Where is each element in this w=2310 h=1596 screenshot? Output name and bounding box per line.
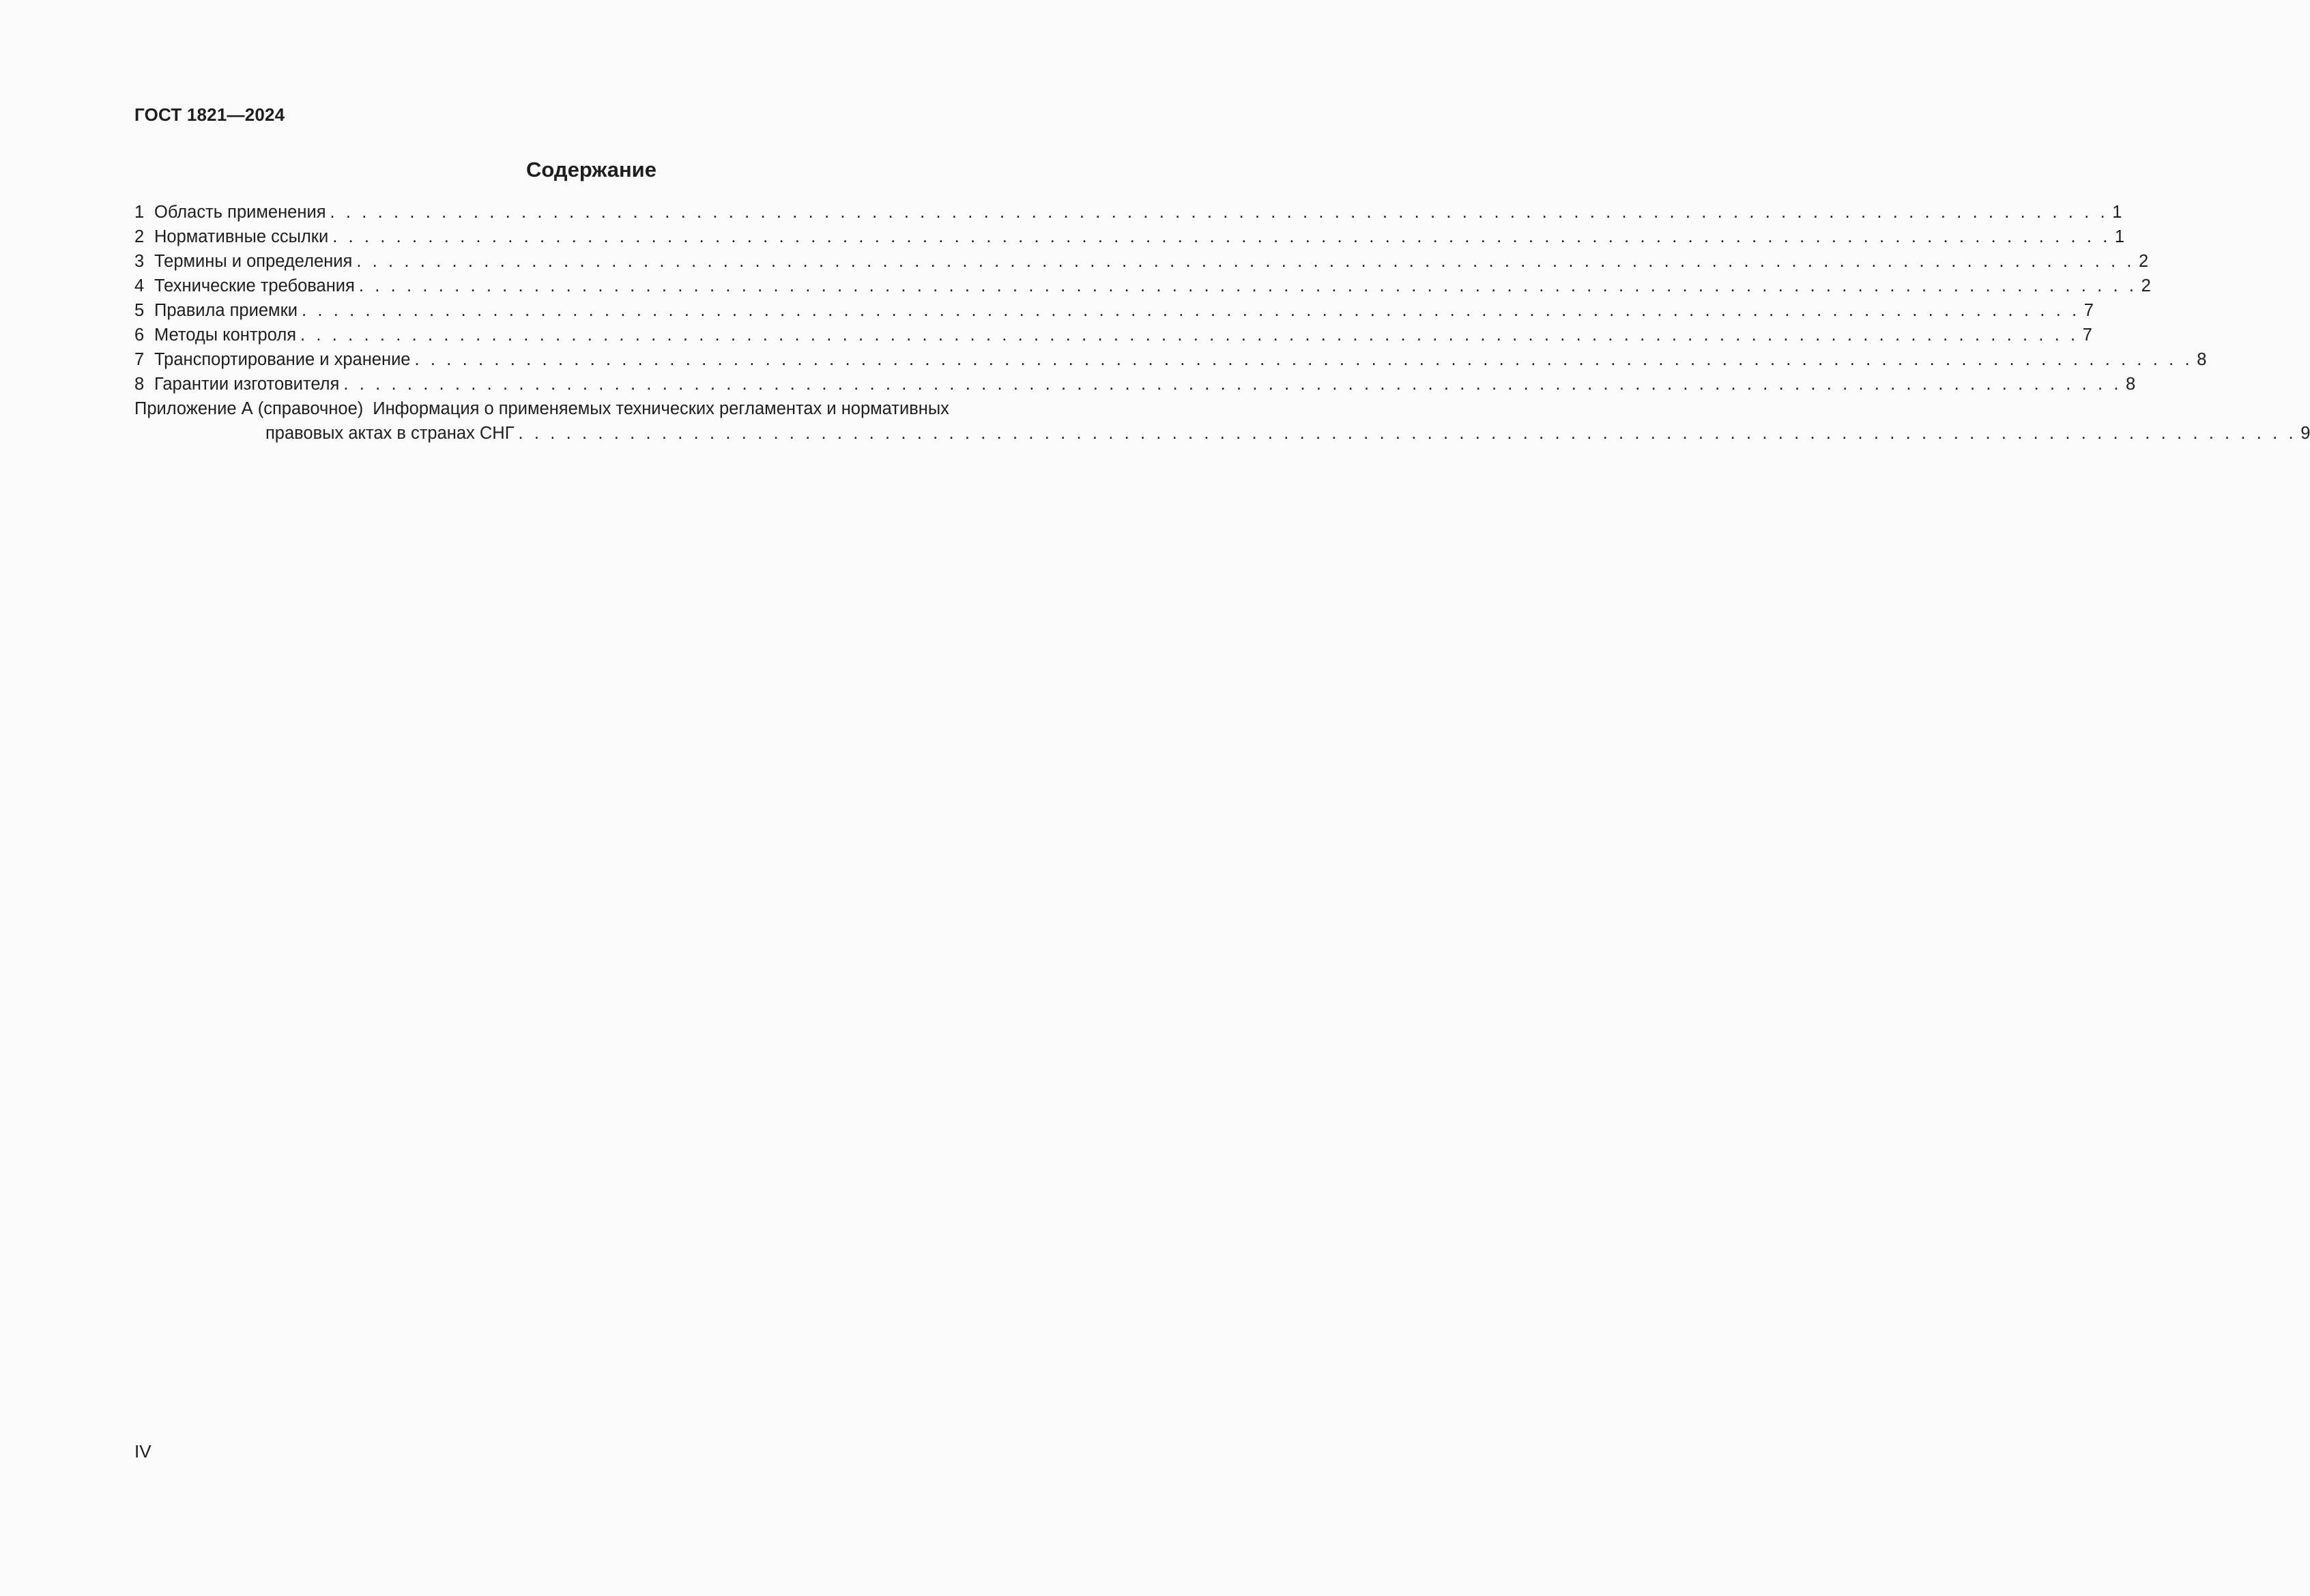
dot-leader: . . . . . . . . . . . . . . . . . . . . . . . . . . . . . . . . . . . . . . . . . . . . . . . . . . . . . . . . . . . . . . . . . . . . . . . . . . . . . . . . . . . . . . . . . . . . . . . . . . . . . . . . . . . . . . . .	[343, 375, 2122, 394]
toc-item[interactable]	[134, 274, 2151, 298]
toc-item-number: 8	[134, 375, 145, 394]
toc-item-number: 6	[134, 325, 145, 345]
dot-leader: . . . . . . . . . . . . . . . . . . . . . . . . . . . . . . . . . . . . . . . . . . . . . . . . . . . . . . . . . . . . . . . . . . . . . . . . . . . . . . . . . . . . . . . . . . . . . . . . . . . . . . . . . . . . . . . .	[301, 301, 2080, 320]
toc-item-page: 8	[2197, 350, 2207, 369]
annex-page: 9	[2300, 424, 2310, 443]
toc-item-label: Правила приемки	[154, 301, 298, 320]
toc-item-number: 5	[134, 301, 145, 320]
dot-leader: . . . . . . . . . . . . . . . . . . . . . . . . . . . . . . . . . . . . . . . . . . . . . . . . . . . . . . . . . . . . . . . . . . . . . . . . . . . . . . . . . . . . . . . . . . . . . . . . . . . . . . . . . . . . . . . .	[330, 203, 2109, 222]
annex-title-line-2: правовых актах в странах СНГ	[265, 424, 515, 443]
toc-item[interactable]	[134, 347, 2207, 372]
toc-item[interactable]	[134, 372, 2136, 396]
toc-item-page: 8	[2126, 375, 2136, 394]
toc-annex-item[interactable]	[134, 396, 2310, 446]
toc-item-number: 7	[134, 350, 145, 369]
toc-item[interactable]	[134, 298, 2094, 323]
toc-item[interactable]	[134, 249, 2149, 274]
dot-leader: . . . . . . . . . . . . . . . . . . . . . . . . . . . . . . . . . . . . . . . . . . . . . . . . . . . . . . . . . . . . . . . . . . . . . . . . . . . . . . . . . . . . . . . . . . . . . . . . . . . . . . . . . . . . . . . .	[518, 424, 2297, 443]
toc-item-label: Транспортирование и хранение	[154, 350, 411, 369]
toc-item-label: Гарантии изготовителя	[154, 375, 340, 394]
toc-item-label: Термины и определения	[154, 252, 353, 271]
table-of-contents	[134, 200, 2310, 446]
toc-item-page: 2	[2139, 252, 2149, 271]
dot-leader: . . . . . . . . . . . . . . . . . . . . . . . . . . . . . . . . . . . . . . . . . . . . . . . . . . . . . . . . . . . . . . . . . . . . . . . . . . . . . . . . . . . . . . . . . . . . . . . . . . . . . . . . . . . . . . . .	[356, 252, 2135, 271]
toc-item-number: 4	[134, 276, 145, 295]
toc-item[interactable]	[134, 200, 2122, 224]
toc-item-page: 7	[2082, 325, 2092, 345]
dot-leader: . . . . . . . . . . . . . . . . . . . . . . . . . . . . . . . . . . . . . . . . . . . . . . . . . . . . . . . . . . . . . . . . . . . . . . . . . . . . . . . . . . . . . . . . . . . . . . . . . . . . . . . . . . . . . . . .	[300, 325, 2079, 345]
toc-item-number: 3	[134, 252, 145, 271]
toc-item-page: 7	[2083, 301, 2094, 320]
dot-leader: . . . . . . . . . . . . . . . . . . . . . . . . . . . . . . . . . . . . . . . . . . . . . . . . . . . . . . . . . . . . . . . . . . . . . . . . . . . . . . . . . . . . . . . . . . . . . . . . . . . . . . . . . . . . . . . .	[414, 350, 2193, 369]
dot-leader: . . . . . . . . . . . . . . . . . . . . . . . . . . . . . . . . . . . . . . . . . . . . . . . . . . . . . . . . . . . . . . . . . . . . . . . . . . . . . . . . . . . . . . . . . . . . . . . . . . . . . . . . . . . . . . . .	[332, 227, 2111, 246]
dot-leader: . . . . . . . . . . . . . . . . . . . . . . . . . . . . . . . . . . . . . . . . . . . . . . . . . . . . . . . . . . . . . . . . . . . . . . . . . . . . . . . . . . . . . . . . . . . . . . . . . . . . . . . . . . . . . . . .	[358, 276, 2137, 295]
page-number: IV	[134, 1441, 151, 1462]
toc-item[interactable]	[134, 224, 2125, 249]
toc-item-number: 1	[134, 203, 145, 222]
toc-item-page: 1	[2114, 227, 2125, 246]
annex-title-line-1: Информация о применяемых технических регламентах и нормативных	[373, 399, 949, 418]
toc-item-label: Методы контроля	[154, 325, 297, 345]
annex-heading: Приложение А (справочное)	[134, 399, 364, 418]
toc-item[interactable]	[134, 323, 2092, 347]
toc-item-page: 1	[2112, 203, 2122, 222]
toc-title: Содержание	[526, 158, 656, 182]
toc-item-label: Технические требования	[154, 276, 355, 295]
toc-item-label: Область применения	[154, 203, 326, 222]
toc-item-label: Нормативные ссылки	[154, 227, 329, 246]
toc-item-number: 2	[134, 227, 145, 246]
toc-item-page: 2	[2141, 276, 2151, 295]
document-header: ГОСТ 1821—2024	[134, 104, 285, 125]
